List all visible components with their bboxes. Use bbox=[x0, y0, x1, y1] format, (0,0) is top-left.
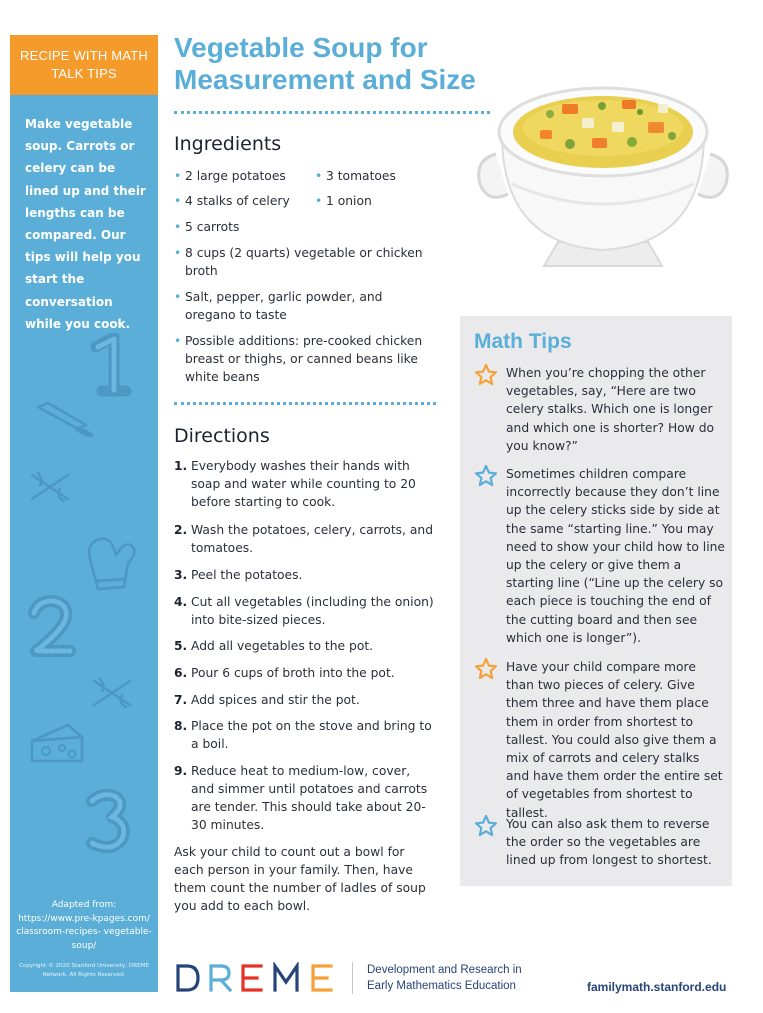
step-text: Everybody washes their hands with soap and water while counting to 20 before starting to cook. bbox=[191, 459, 416, 509]
step-number: 5. bbox=[174, 639, 188, 653]
step-text: Wash the potatoes, celery, carrots, and tomatoes. bbox=[191, 523, 434, 555]
footer-website-link[interactable]: familymath.stanford.edu bbox=[587, 980, 727, 994]
carrot-cross-icon bbox=[28, 467, 72, 507]
page-title bbox=[174, 32, 514, 96]
number-2-icon bbox=[26, 595, 76, 661]
step-number: 4. bbox=[174, 595, 188, 609]
math-tip bbox=[474, 815, 726, 870]
cheese-icon bbox=[28, 721, 86, 765]
step-text: Peel the potatoes. bbox=[191, 568, 303, 582]
sidebar-header: RECIPE WITH MATH TALK TIPS bbox=[10, 35, 158, 95]
directions-closing-text: Ask your child to count out a bowl for each person in your family. Then, have them count the number of ladles of soup you add to each bowl. bbox=[174, 845, 426, 913]
math-tips-heading: Math Tips bbox=[474, 330, 572, 353]
title-line-2: Measurement and Size bbox=[174, 64, 476, 95]
step-number: 7. bbox=[174, 693, 188, 707]
math-tip-text: Sometimes children compare incorrectly because they don’t line up the celery sticks side by side at the same “starting line.” You may need to show your child how to line up the celery or give them a starting line (“Line up the celery so each piece is touching the end of the cutting board and then see which one is longer”). bbox=[506, 467, 725, 645]
step-number: 6. bbox=[174, 666, 188, 680]
direction-step bbox=[174, 566, 436, 584]
step-number: 2. bbox=[174, 523, 188, 537]
title-divider bbox=[174, 111, 490, 114]
section-divider bbox=[174, 402, 436, 405]
direction-step bbox=[174, 717, 436, 753]
math-tip-text: You can also ask them to reverse the order so the vegetables are lined up from longest to shortest. bbox=[506, 817, 712, 868]
ingredient-item: • Possible additions: pre-cooked chicken breast or thighs, or canned beans like white beans bbox=[174, 332, 436, 386]
ingredient-item: • 2 large potatoes bbox=[174, 167, 304, 185]
direction-step bbox=[174, 593, 436, 629]
direction-step bbox=[174, 664, 436, 682]
math-tip bbox=[474, 465, 726, 647]
step-text: Pour 6 cups of broth into the pot. bbox=[191, 666, 395, 680]
number-1-icon bbox=[90, 333, 132, 397]
math-tip-text: When you’re chopping the other vegetables, say, “Here are two celery stalks. Which one is longer and which one is shorter? How do you know?” bbox=[506, 366, 715, 453]
ingredient-item: • 8 cups (2 quarts) vegetable or chicken broth bbox=[174, 244, 436, 280]
knife-icon bbox=[34, 401, 94, 437]
carrot-cross-icon bbox=[90, 673, 134, 713]
step-text: Cut all vegetables (including the onion) into bite-sized pieces. bbox=[191, 595, 434, 627]
blue-star-icon bbox=[474, 464, 498, 488]
title-line-1: Vegetable Soup for bbox=[174, 32, 428, 63]
orange-star-icon bbox=[474, 657, 498, 681]
step-text: Reduce heat to medium-low, cover, and simmer until potatoes and carrots are tender. This should take about 20-30 minutes. bbox=[191, 764, 428, 832]
direction-step bbox=[174, 457, 436, 511]
step-text: Add all vegetables to the pot. bbox=[191, 639, 374, 653]
directions-heading: Directions bbox=[174, 425, 270, 447]
org-line-2: Early Mathematics Education bbox=[367, 980, 516, 992]
math-tip-text: Have your child compare more than two pieces of celery. Give them three and have them place them in order from shortest to tallest. You could also give them a mix of carrots and celery stalks and have them order the entire set of vegetables from shortest to tallest. bbox=[506, 660, 723, 820]
ingredient-item: • 5 carrots bbox=[174, 218, 434, 236]
org-line-1: Development and Research in bbox=[367, 964, 522, 976]
sidebar bbox=[10, 35, 158, 992]
sidebar-intro: Make vegetable soup. Carrots or celery can be lined up and their lengths can be compared. Our tips will help you start the conversation while you cook. bbox=[25, 117, 146, 331]
number-3-icon bbox=[82, 789, 132, 855]
step-number: 1. bbox=[174, 459, 188, 473]
sidebar-adapted-from: Adapted from: https://www.pre-kpages.com/ classroom-recipes- vegetable-soup/ bbox=[16, 900, 152, 951]
sidebar-copyright: Copyright © 2020 Stanford University, DREME Network. All Rights Reserved. bbox=[19, 963, 149, 978]
soup-bowl-image bbox=[472, 74, 734, 279]
ingredient-item: • Salt, pepper, garlic powder, and oregano to taste bbox=[174, 288, 436, 324]
direction-step bbox=[174, 637, 436, 655]
direction-step bbox=[174, 691, 436, 709]
blue-star-icon bbox=[474, 814, 498, 838]
direction-step bbox=[174, 521, 436, 557]
direction-step bbox=[174, 762, 436, 834]
step-text: Place the pot on the stove and bring to a boil. bbox=[191, 719, 432, 751]
oven-mitt-icon bbox=[80, 529, 140, 595]
step-number: 3. bbox=[174, 568, 188, 582]
step-text: Add spices and stir the pot. bbox=[191, 693, 360, 707]
dreme-logo bbox=[175, 962, 337, 994]
footer-organization bbox=[367, 962, 547, 994]
ingredients-heading: Ingredients bbox=[174, 133, 282, 155]
ingredient-item: • 3 tomatoes bbox=[315, 167, 435, 185]
math-tip bbox=[474, 364, 726, 455]
ingredient-item: • 4 stalks of celery bbox=[174, 192, 314, 210]
orange-star-icon bbox=[474, 363, 498, 387]
step-number: 9. bbox=[174, 764, 188, 778]
ingredient-item: • 1 onion bbox=[315, 192, 435, 210]
footer-divider bbox=[352, 962, 353, 994]
math-tip bbox=[474, 658, 726, 822]
step-number: 8. bbox=[174, 719, 188, 733]
